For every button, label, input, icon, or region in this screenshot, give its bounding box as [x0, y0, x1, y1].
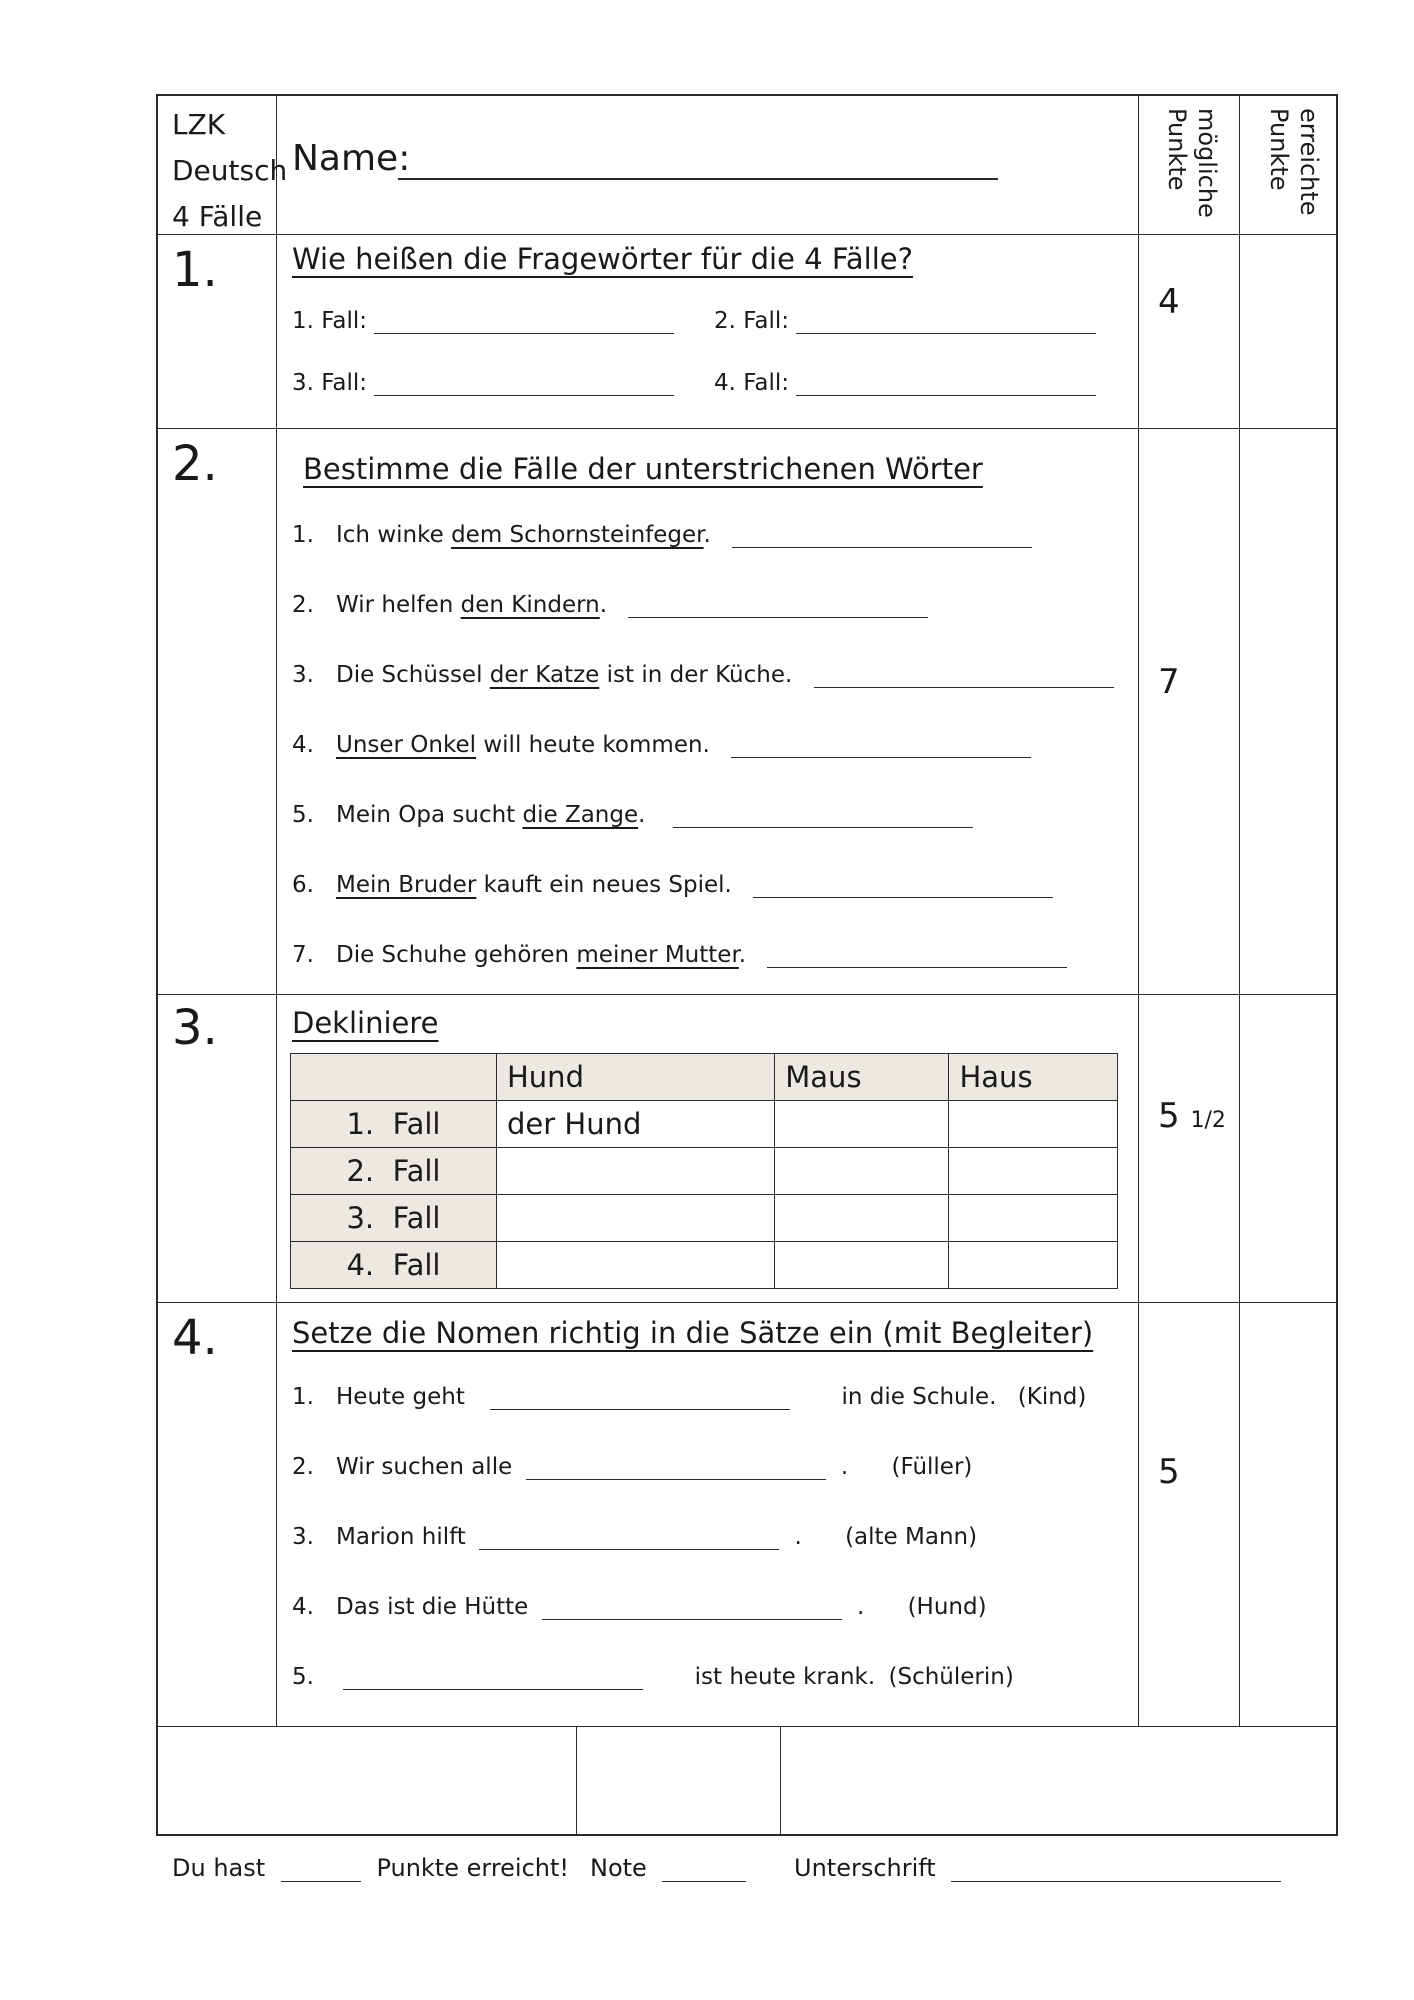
item-number: 3.: [292, 662, 314, 688]
table-cell[interactable]: [949, 1195, 1118, 1242]
sentence-end: .: [856, 1594, 865, 1620]
answer-line[interactable]: [753, 897, 1053, 898]
item-number: 1.: [292, 522, 314, 548]
task-heading: Setze die Nomen richtig in die Sätze ein (mit Begleiter): [292, 1316, 1094, 1350]
possible-points: 7: [1158, 662, 1180, 702]
sentence-end: ist heute krank.: [694, 1664, 876, 1690]
divider: [158, 994, 1338, 995]
answer-line[interactable]: [628, 617, 928, 618]
list-item: [292, 1524, 977, 1550]
grade-label: Note: [590, 1854, 647, 1882]
item-number: 6.: [292, 872, 314, 898]
underlined-word: Unser Onkel: [336, 732, 477, 758]
item-number: 4.: [292, 1594, 314, 1620]
answer-line[interactable]: [732, 547, 1032, 548]
worksheet: [156, 94, 1338, 1882]
sentence-end: .: [738, 942, 747, 968]
table-cell[interactable]: [949, 1242, 1118, 1289]
task-heading: Dekliniere: [292, 1006, 439, 1040]
list-item: [292, 1594, 987, 1620]
item-number: 1.: [292, 1384, 314, 1410]
task-heading: Wie heißen die Fragewörter für die 4 Fälle?: [292, 242, 913, 276]
underlined-word: Mein Bruder: [336, 872, 477, 898]
answer-line[interactable]: [343, 1689, 643, 1690]
divider: [158, 1302, 1338, 1303]
task-number: 4.: [172, 1310, 218, 1366]
item-number: 5.: [292, 802, 314, 828]
list-item: [292, 1664, 1014, 1690]
answer-line[interactable]: [796, 333, 1096, 334]
answer-line[interactable]: [673, 827, 973, 828]
answer-line[interactable]: [490, 1409, 790, 1410]
list-item: [292, 802, 973, 828]
sentence-end: .: [638, 802, 646, 828]
sentence-start: Marion hilft: [336, 1524, 466, 1550]
answer-line[interactable]: [526, 1479, 826, 1480]
test-label: [172, 102, 287, 240]
divider: [1239, 96, 1240, 1726]
field-label: 1. Fall:: [292, 308, 367, 334]
table-cell[interactable]: [775, 1148, 949, 1195]
sentence-end: will heute kommen.: [476, 732, 710, 758]
possible-points: 4: [1158, 282, 1180, 322]
item-number: 3.: [292, 1524, 314, 1550]
field-row: [714, 370, 1096, 396]
signature-field[interactable]: [951, 1881, 1281, 1882]
table-cell[interactable]: [775, 1101, 949, 1148]
grade-section: [590, 1854, 746, 1882]
list-item: [292, 1454, 972, 1480]
noun-hint: (Füller): [891, 1454, 973, 1480]
sentence-end: in die Schule.: [841, 1384, 997, 1410]
achieved-points-header: erreichte Punkte: [1265, 108, 1323, 216]
table-cell[interactable]: [949, 1101, 1118, 1148]
row-header: 2. Fall: [291, 1148, 497, 1195]
field-row: [292, 370, 674, 396]
sentence-start: Heute geht: [336, 1384, 465, 1410]
underlined-word: die Zange: [522, 802, 639, 828]
table-cell[interactable]: [497, 1195, 775, 1242]
sentence-start: Ich winke: [336, 522, 452, 548]
divider: [158, 234, 1338, 235]
sentence-start: Mein Opa sucht: [336, 802, 523, 828]
divider: [576, 1726, 577, 1836]
test-label-line: 4 Fälle: [172, 200, 263, 233]
sentence-end: ist in der Küche.: [599, 662, 793, 688]
name-field[interactable]: [398, 178, 998, 180]
column-header: Maus: [775, 1054, 949, 1101]
field-row: [714, 308, 1096, 334]
list-item: [292, 872, 1053, 898]
answer-line[interactable]: [796, 395, 1096, 396]
field-row: [292, 308, 674, 334]
sentence-end: .: [840, 1454, 849, 1480]
row-header: 1. Fall: [291, 1101, 497, 1148]
row-header: 3. Fall: [291, 1195, 497, 1242]
sentence-start: Wir helfen: [336, 592, 461, 618]
divider: [1138, 96, 1139, 1726]
sentence-end: kauft ein neues Spiel.: [476, 872, 732, 898]
table-cell[interactable]: [949, 1148, 1118, 1195]
answer-line[interactable]: [374, 333, 674, 334]
name-label: Name:: [292, 138, 411, 179]
table-header-row: [291, 1054, 1118, 1101]
possible-points: [1158, 1096, 1226, 1136]
points-value: 5: [1158, 1096, 1180, 1136]
test-label-line: LZK: [172, 108, 226, 141]
underlined-word: meiner Mutter: [576, 942, 739, 968]
score-label-start: Du hast: [172, 1854, 266, 1882]
possible-points-header: mögliche Punkte: [1163, 108, 1221, 218]
answer-line[interactable]: [479, 1549, 779, 1550]
noun-hint: (Hund): [907, 1594, 987, 1620]
answer-line[interactable]: [374, 395, 674, 396]
task-heading: Bestimme die Fälle der unterstrichenen Wörter: [303, 452, 983, 486]
table-row: [291, 1101, 1118, 1148]
divider: [780, 1726, 781, 1836]
sentence-start: Die Schüssel: [336, 662, 490, 688]
column-header: Hund: [497, 1054, 775, 1101]
answer-line[interactable]: [731, 757, 1031, 758]
noun-hint: (alte Mann): [845, 1524, 978, 1550]
table-cell[interactable]: [497, 1242, 775, 1289]
task-number: 1.: [172, 242, 218, 298]
table-cell[interactable]: [775, 1195, 949, 1242]
underlined-word: dem Schornsteinfeger: [451, 522, 704, 548]
score-label-end: Punkte erreicht!: [376, 1854, 570, 1882]
item-number: 7.: [292, 942, 314, 968]
answer-line[interactable]: [814, 687, 1114, 688]
task-number: 3.: [172, 1000, 218, 1056]
score-summary: [172, 1854, 569, 1882]
table-row: [291, 1242, 1118, 1289]
item-number: 2.: [292, 592, 314, 618]
sentence-end: .: [703, 522, 711, 548]
divider: [158, 428, 1338, 429]
task-number: 2.: [172, 436, 218, 492]
table-row: [291, 1148, 1118, 1195]
row-header: 4. Fall: [291, 1242, 497, 1289]
signature-label: Unterschrift: [794, 1854, 936, 1882]
sentence-end: .: [794, 1524, 802, 1550]
divider: [276, 96, 277, 1726]
table-row: [291, 1195, 1118, 1242]
possible-points: 5: [1158, 1452, 1180, 1492]
list-item: [292, 522, 1032, 548]
item-number: 4.: [292, 732, 314, 758]
table-cell[interactable]: [497, 1148, 775, 1195]
column-header: Haus: [949, 1054, 1118, 1101]
list-item: [292, 942, 1067, 968]
list-item: [292, 662, 1114, 688]
sentence-start: Wir suchen alle: [336, 1454, 513, 1480]
table-cell[interactable]: [775, 1242, 949, 1289]
signature-section: [794, 1854, 1281, 1882]
underlined-word: den Kindern: [460, 592, 600, 618]
sentence-start: Das ist die Hütte: [336, 1594, 529, 1620]
underlined-word: der Katze: [489, 662, 600, 688]
table-cell[interactable]: der Hund: [497, 1101, 775, 1148]
score-field[interactable]: [281, 1881, 361, 1882]
divider: [158, 1726, 1338, 1727]
test-label-line: Deutsch: [172, 154, 288, 187]
table-corner-cell: [291, 1054, 497, 1101]
sentence-end: .: [599, 592, 608, 618]
field-label: 4. Fall:: [714, 370, 789, 396]
noun-hint: (Schülerin): [888, 1664, 1014, 1690]
list-item: [292, 1384, 1086, 1410]
list-item: [292, 732, 1031, 758]
noun-hint: (Kind): [1017, 1384, 1087, 1410]
item-number: 2.: [292, 1454, 314, 1480]
sentence-start: Die Schuhe gehören: [336, 942, 577, 968]
answer-line[interactable]: [767, 967, 1067, 968]
field-label: 2. Fall:: [714, 308, 789, 334]
points-fraction: 1/2: [1190, 1108, 1226, 1133]
grade-field[interactable]: [662, 1881, 746, 1882]
answer-line[interactable]: [542, 1619, 842, 1620]
item-number: 5.: [292, 1664, 314, 1690]
list-item: [292, 592, 928, 618]
declension-table: [290, 1053, 1118, 1289]
field-label: 3. Fall:: [292, 370, 367, 396]
